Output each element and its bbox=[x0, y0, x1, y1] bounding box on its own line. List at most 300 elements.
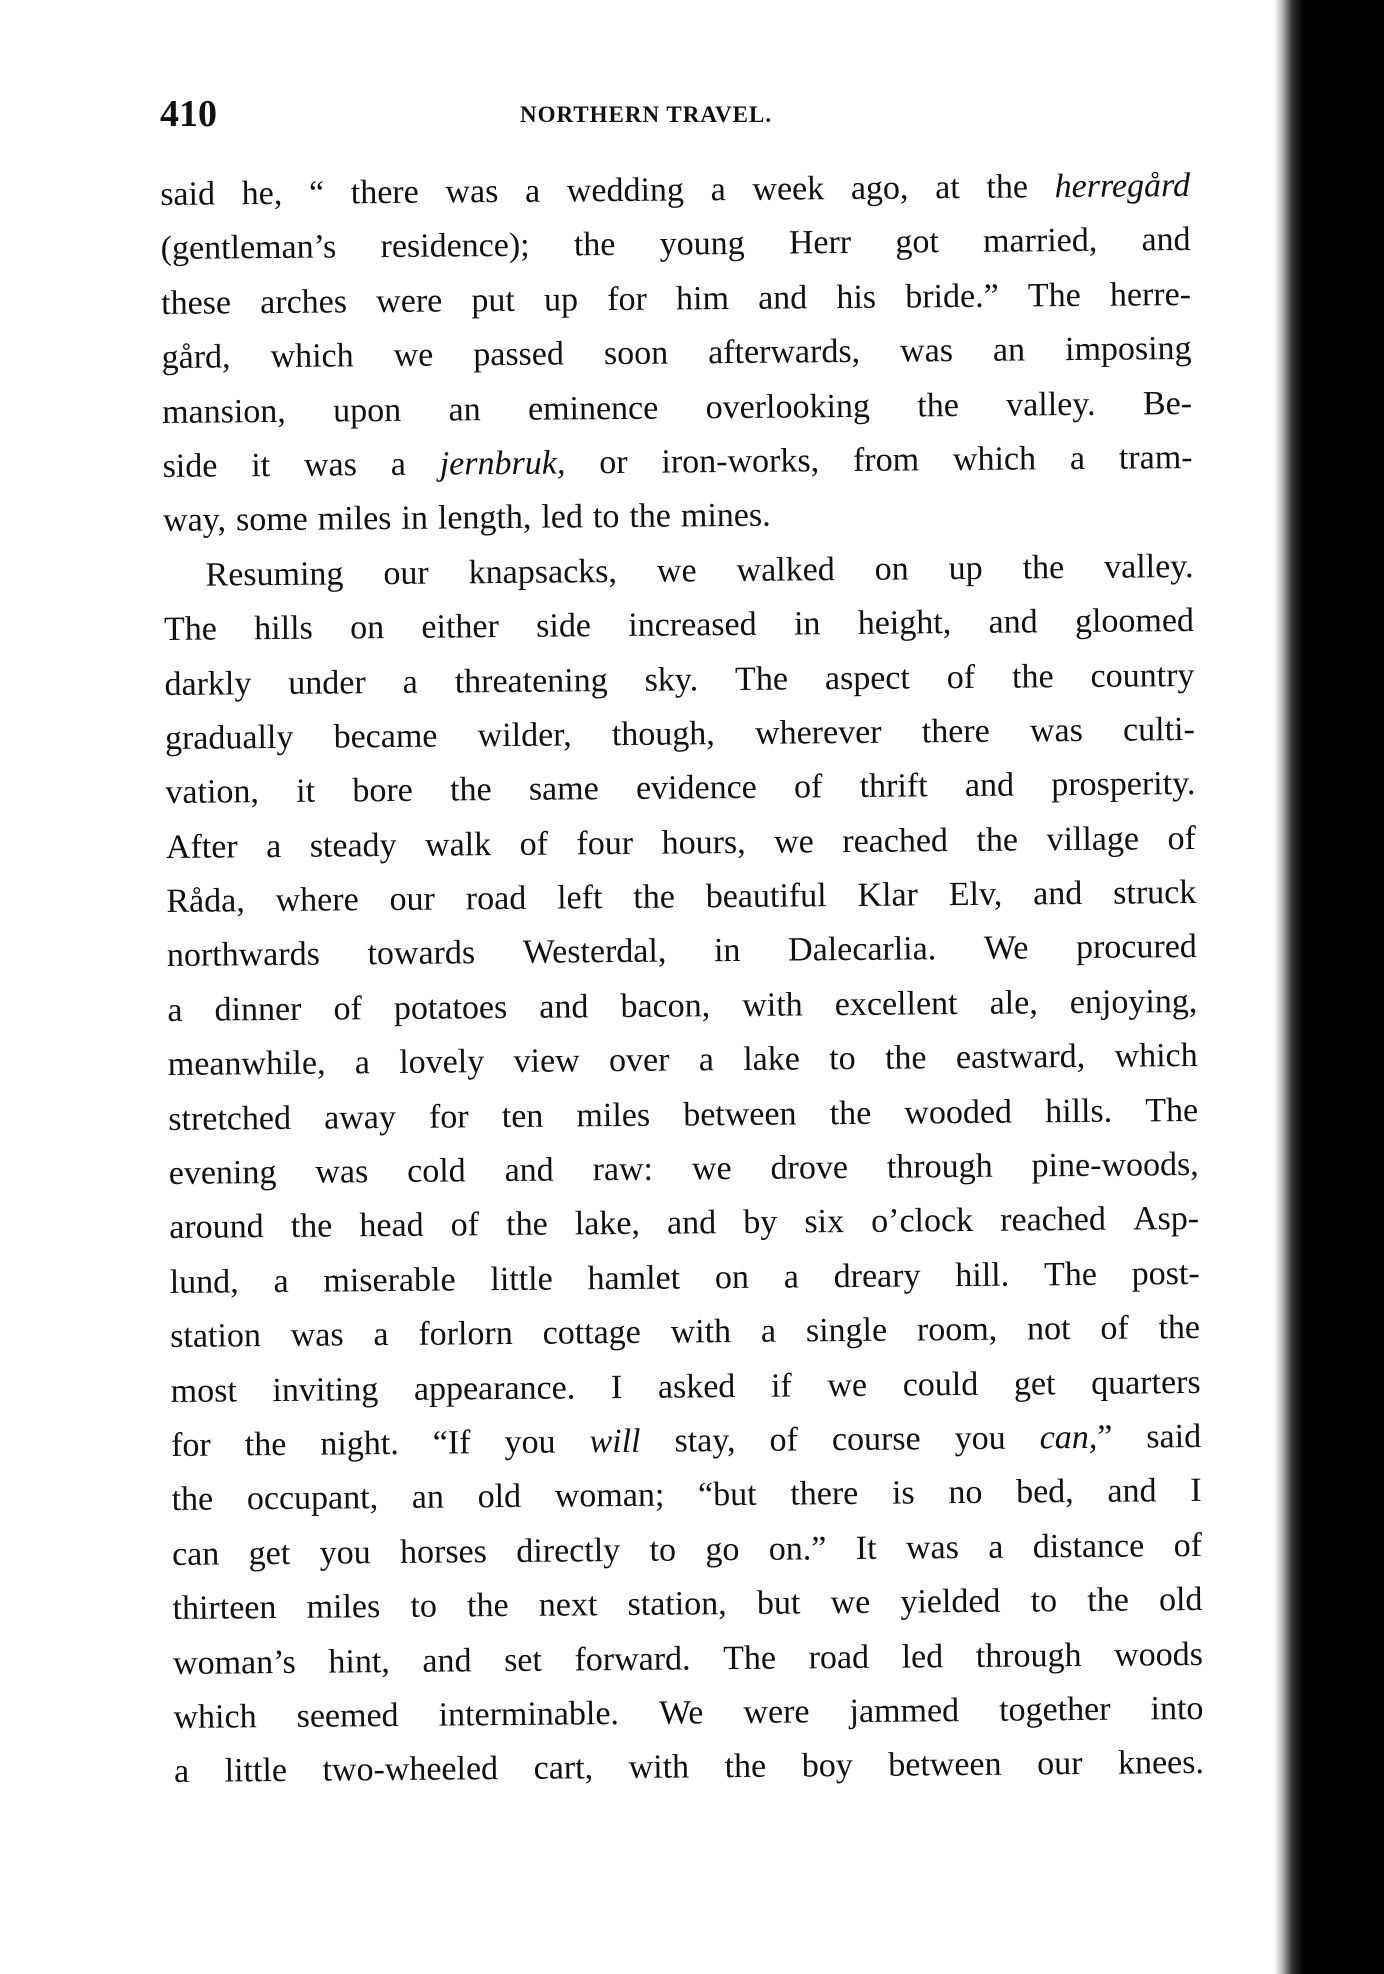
word: view bbox=[513, 1042, 580, 1081]
word: young bbox=[659, 225, 745, 264]
word: Dalecarlia. bbox=[787, 930, 937, 970]
word: you bbox=[319, 1533, 371, 1572]
word: knees. bbox=[1117, 1744, 1205, 1783]
word: side bbox=[536, 607, 592, 645]
text-line bbox=[170, 1301, 1200, 1364]
text-line bbox=[167, 975, 1197, 1038]
text-line bbox=[171, 1410, 1201, 1473]
word: bride.” bbox=[905, 277, 999, 316]
word: mines. bbox=[680, 497, 771, 535]
word: Westerdal, bbox=[522, 933, 667, 972]
word: room, bbox=[916, 1310, 998, 1349]
word: the bbox=[884, 1039, 927, 1077]
word: same bbox=[528, 770, 599, 809]
word: there bbox=[921, 712, 990, 751]
word: we bbox=[830, 1584, 871, 1622]
word: station, bbox=[627, 1585, 727, 1624]
text-line bbox=[166, 866, 1196, 929]
word: a bbox=[402, 663, 418, 701]
word: a bbox=[524, 172, 541, 210]
word: road bbox=[465, 879, 527, 918]
text-line bbox=[160, 213, 1190, 276]
word: evening bbox=[168, 1154, 277, 1192]
word: struck bbox=[1113, 874, 1197, 912]
word: of bbox=[769, 1421, 799, 1459]
word: an bbox=[411, 1478, 445, 1517]
word: Elv, bbox=[948, 875, 1003, 914]
word: with bbox=[742, 986, 803, 1024]
word: soon bbox=[603, 334, 669, 373]
word: six bbox=[804, 1203, 845, 1241]
word: stretched bbox=[168, 1099, 292, 1138]
text-line bbox=[163, 485, 1193, 548]
word: for bbox=[170, 1426, 211, 1464]
word: and bbox=[988, 603, 1038, 641]
word: we bbox=[827, 1366, 868, 1404]
text-line bbox=[160, 159, 1190, 222]
word: our bbox=[389, 880, 436, 919]
word: week bbox=[752, 170, 825, 208]
word: was bbox=[1029, 711, 1084, 750]
word: threatening bbox=[454, 661, 608, 700]
word: enjoying, bbox=[1069, 982, 1198, 1021]
word: road bbox=[808, 1638, 870, 1676]
word: overlooking bbox=[705, 387, 871, 426]
text-line bbox=[172, 1519, 1202, 1582]
word: lake, bbox=[574, 1205, 641, 1243]
word: length, bbox=[437, 499, 532, 537]
word: vation, bbox=[165, 773, 260, 812]
word: became bbox=[333, 717, 438, 756]
word: hint, bbox=[328, 1642, 390, 1681]
word: and bbox=[964, 766, 1015, 805]
word: miserable bbox=[323, 1261, 456, 1300]
word: The bbox=[1027, 276, 1081, 315]
word: of bbox=[793, 768, 823, 806]
word: into bbox=[1150, 1689, 1204, 1728]
text-line bbox=[166, 812, 1196, 875]
text-line bbox=[161, 268, 1191, 331]
word: single bbox=[805, 1311, 888, 1350]
word: “If bbox=[432, 1424, 471, 1462]
text-line bbox=[173, 1628, 1203, 1691]
word: reached bbox=[842, 821, 949, 860]
page-header bbox=[160, 92, 1190, 142]
word: The bbox=[163, 610, 218, 649]
word: thrift bbox=[859, 767, 928, 806]
word: led bbox=[541, 498, 584, 537]
word: and bbox=[422, 1641, 472, 1680]
word: put bbox=[471, 281, 516, 320]
word: bacon, bbox=[620, 987, 711, 1025]
word: for bbox=[428, 1097, 469, 1136]
word: forward. bbox=[574, 1639, 691, 1678]
text-line bbox=[164, 649, 1194, 712]
word: Be- bbox=[1142, 384, 1193, 422]
word: miles bbox=[576, 1096, 651, 1135]
word: gradually bbox=[164, 718, 294, 757]
word: valley. bbox=[1006, 385, 1096, 424]
word: if bbox=[770, 1367, 792, 1405]
word: an bbox=[992, 331, 1026, 369]
word: miles bbox=[306, 1588, 381, 1626]
word: a bbox=[783, 1258, 800, 1296]
word: eastward, bbox=[955, 1038, 1086, 1077]
text-line bbox=[168, 1084, 1198, 1147]
word: of bbox=[1167, 819, 1196, 857]
word: of bbox=[333, 990, 362, 1028]
word: some bbox=[235, 501, 308, 539]
word: hills. bbox=[1044, 1092, 1113, 1130]
word: a bbox=[265, 827, 282, 865]
word: village bbox=[1046, 820, 1140, 858]
word: darkly bbox=[164, 664, 252, 703]
word: of bbox=[946, 658, 976, 696]
word: The bbox=[1145, 1091, 1199, 1130]
word: increased bbox=[628, 605, 757, 645]
word: bed, bbox=[1015, 1473, 1074, 1511]
word: said bbox=[160, 175, 216, 213]
word: beautiful bbox=[705, 877, 827, 916]
word: lovely bbox=[399, 1043, 485, 1082]
word: forlorn bbox=[418, 1315, 513, 1353]
word: the bbox=[573, 226, 616, 264]
word: miles bbox=[317, 500, 392, 538]
word: to bbox=[649, 1531, 677, 1569]
word: a bbox=[988, 1528, 1004, 1566]
word: with bbox=[628, 1748, 690, 1787]
word: upon bbox=[333, 391, 402, 430]
word: left bbox=[556, 879, 603, 917]
word: The bbox=[723, 1639, 777, 1677]
word: you bbox=[954, 1419, 1006, 1458]
word: a bbox=[698, 1041, 715, 1079]
word: the bbox=[1011, 657, 1054, 696]
word: though, bbox=[611, 715, 715, 753]
word: imposing bbox=[1064, 330, 1192, 369]
word: on bbox=[349, 609, 385, 647]
word: post- bbox=[1131, 1254, 1200, 1293]
word: Herr bbox=[788, 224, 852, 262]
word: a bbox=[373, 1316, 389, 1354]
word: got bbox=[895, 223, 939, 261]
word: on.” bbox=[768, 1530, 827, 1568]
word: his bbox=[836, 278, 877, 316]
word: the bbox=[1022, 548, 1065, 587]
word: lund, bbox=[169, 1263, 239, 1301]
word: not bbox=[1026, 1310, 1071, 1348]
word: the bbox=[629, 497, 672, 536]
word: night. bbox=[320, 1424, 399, 1463]
word: lake bbox=[743, 1040, 801, 1079]
word: either bbox=[421, 608, 500, 646]
word: he, bbox=[241, 174, 283, 213]
word: from bbox=[852, 441, 920, 479]
word: knapsacks, bbox=[468, 552, 618, 592]
word: We bbox=[658, 1694, 704, 1732]
word: We bbox=[983, 929, 1029, 968]
word: residence); bbox=[380, 227, 530, 266]
word: directly bbox=[516, 1531, 621, 1570]
word: ten bbox=[501, 1097, 544, 1135]
word: the bbox=[1087, 1581, 1129, 1620]
word: valley. bbox=[1103, 547, 1194, 586]
word: him bbox=[675, 279, 730, 318]
word: in bbox=[401, 500, 429, 538]
word: in bbox=[793, 605, 821, 643]
word: between bbox=[683, 1095, 797, 1134]
word: the bbox=[986, 168, 1029, 206]
word: evidence bbox=[635, 769, 757, 808]
text-line bbox=[171, 1464, 1201, 1527]
word: gård, bbox=[161, 338, 231, 377]
word: led bbox=[901, 1637, 944, 1676]
word: on bbox=[874, 550, 909, 588]
word: it bbox=[296, 772, 316, 811]
text-line bbox=[165, 703, 1195, 766]
word: which bbox=[173, 1698, 257, 1736]
word: there bbox=[790, 1475, 859, 1513]
word: is bbox=[891, 1474, 915, 1513]
word: ale, bbox=[989, 984, 1038, 1022]
text-line bbox=[169, 1138, 1199, 1201]
word: pine-woods, bbox=[1031, 1146, 1199, 1185]
word: dinner bbox=[214, 990, 302, 1029]
word: we bbox=[691, 1150, 732, 1188]
word: a bbox=[760, 1312, 777, 1351]
word: herre- bbox=[1109, 275, 1192, 314]
word: under bbox=[288, 663, 366, 702]
word: on bbox=[714, 1258, 750, 1297]
word: or bbox=[599, 443, 628, 482]
word: old bbox=[477, 1478, 522, 1516]
word: occupant, bbox=[246, 1479, 379, 1518]
word: were bbox=[743, 1693, 810, 1731]
word: tram- bbox=[1118, 438, 1193, 477]
page-edge-shadow bbox=[1274, 0, 1384, 1974]
word: the bbox=[1158, 1309, 1201, 1347]
word: towards bbox=[367, 934, 476, 973]
word: will bbox=[589, 1422, 641, 1461]
word: horses bbox=[399, 1532, 488, 1571]
word: for bbox=[607, 280, 648, 318]
word: culti- bbox=[1122, 710, 1196, 749]
word: the bbox=[724, 1748, 767, 1786]
word: hamlet bbox=[587, 1259, 681, 1298]
page-number: 410 bbox=[160, 93, 217, 135]
word: and bbox=[1141, 221, 1191, 259]
word: a bbox=[390, 445, 407, 483]
text-line bbox=[173, 1682, 1203, 1745]
word: northwards bbox=[166, 936, 321, 975]
word: over bbox=[608, 1041, 670, 1080]
word: was bbox=[445, 173, 499, 211]
word: and bbox=[1107, 1472, 1157, 1511]
word: meanwhile, bbox=[167, 1044, 326, 1084]
word: at bbox=[935, 169, 960, 207]
word: married, bbox=[982, 222, 1098, 261]
word: side bbox=[162, 447, 218, 485]
word: wilder, bbox=[477, 716, 572, 755]
word: a bbox=[354, 1044, 371, 1082]
word: herregård bbox=[1054, 167, 1191, 206]
word: afterwards, bbox=[707, 333, 861, 372]
word: After bbox=[165, 828, 238, 866]
word: steady bbox=[309, 826, 397, 865]
word: it bbox=[251, 447, 271, 485]
word: Asp- bbox=[1132, 1200, 1200, 1238]
word: jammed bbox=[849, 1692, 960, 1730]
word: inviting bbox=[272, 1370, 379, 1409]
word: with bbox=[670, 1313, 732, 1351]
word: iron-works, bbox=[661, 442, 820, 481]
word: “but bbox=[697, 1476, 757, 1514]
word: I bbox=[1190, 1472, 1202, 1510]
word: two-wheeled bbox=[322, 1750, 499, 1789]
word: a bbox=[1069, 439, 1086, 478]
running-head: NORTHERN TRAVEL. bbox=[520, 102, 773, 127]
word: and bbox=[1033, 875, 1083, 913]
word: was bbox=[303, 446, 358, 484]
word: station bbox=[170, 1317, 262, 1356]
word: wooded bbox=[904, 1093, 1013, 1132]
word: together bbox=[998, 1690, 1111, 1729]
word: away bbox=[323, 1098, 397, 1137]
word: quarters bbox=[1090, 1363, 1201, 1402]
word: in bbox=[713, 932, 741, 970]
word: (gentleman’s bbox=[160, 228, 337, 268]
word: jernbruk, bbox=[439, 444, 566, 483]
word: most bbox=[170, 1371, 237, 1410]
word: potatoes bbox=[393, 988, 508, 1027]
word: the bbox=[976, 821, 1019, 859]
word: little bbox=[490, 1260, 553, 1298]
text-line bbox=[169, 1247, 1199, 1310]
word: which bbox=[270, 337, 354, 376]
word: aspect bbox=[824, 658, 911, 697]
word: next bbox=[538, 1586, 598, 1624]
word: to bbox=[829, 1040, 856, 1078]
word: prosperity. bbox=[1051, 765, 1196, 804]
word: and bbox=[539, 988, 589, 1026]
word: a bbox=[273, 1262, 289, 1300]
word: country bbox=[1090, 656, 1195, 695]
word: o’clock bbox=[870, 1202, 974, 1241]
word: the bbox=[633, 878, 676, 916]
word: head bbox=[359, 1207, 424, 1245]
word: yielded bbox=[900, 1582, 1001, 1621]
word: little bbox=[224, 1752, 288, 1790]
word: the bbox=[829, 1094, 872, 1132]
word: old bbox=[1158, 1581, 1203, 1619]
word: and bbox=[757, 279, 808, 317]
text-line bbox=[170, 1356, 1200, 1419]
word: passed bbox=[473, 335, 565, 374]
word: the bbox=[917, 386, 959, 424]
word: procured bbox=[1075, 928, 1197, 967]
word: set bbox=[503, 1641, 543, 1679]
word: The bbox=[1043, 1255, 1098, 1294]
word: where bbox=[275, 881, 359, 920]
text-line bbox=[162, 377, 1192, 440]
word: and bbox=[504, 1151, 554, 1190]
word: stay, bbox=[674, 1422, 736, 1460]
word: I bbox=[610, 1368, 623, 1406]
word: around bbox=[169, 1208, 264, 1247]
word: drove bbox=[770, 1149, 849, 1187]
word: distance bbox=[1032, 1527, 1145, 1566]
word: through bbox=[975, 1636, 1082, 1675]
word: between bbox=[888, 1746, 1002, 1785]
word: and bbox=[666, 1204, 717, 1243]
word: you bbox=[504, 1423, 556, 1462]
word: a bbox=[167, 991, 183, 1029]
word: gloomed bbox=[1074, 602, 1195, 641]
word: sky. bbox=[644, 660, 699, 699]
word: was bbox=[315, 1153, 369, 1191]
word: It bbox=[855, 1529, 877, 1567]
word: by bbox=[743, 1204, 778, 1242]
word: four bbox=[576, 824, 634, 863]
word: there bbox=[350, 173, 419, 212]
word: wedding bbox=[566, 171, 685, 210]
word: thirteen bbox=[172, 1589, 277, 1628]
word: up bbox=[543, 281, 579, 319]
word: the bbox=[466, 1587, 509, 1625]
word: woman’s bbox=[172, 1643, 296, 1682]
word: raw: bbox=[592, 1150, 654, 1189]
text-line bbox=[169, 1192, 1199, 1255]
word: cold bbox=[406, 1152, 466, 1190]
word: dreary bbox=[833, 1257, 921, 1295]
word: of bbox=[519, 825, 549, 863]
word: interminable. bbox=[438, 1694, 620, 1734]
word: no bbox=[948, 1474, 983, 1512]
word: cart, bbox=[533, 1749, 594, 1788]
word: arches bbox=[260, 283, 348, 321]
word: the bbox=[449, 771, 492, 809]
word: to bbox=[592, 498, 620, 536]
text-line bbox=[161, 322, 1191, 385]
text-line bbox=[164, 594, 1194, 657]
word: seemed bbox=[296, 1696, 399, 1735]
word: Klar bbox=[857, 876, 919, 915]
word: our bbox=[383, 554, 429, 592]
word: of bbox=[1100, 1309, 1129, 1348]
word: these bbox=[161, 284, 232, 322]
word: The bbox=[734, 660, 789, 698]
word: which bbox=[1114, 1037, 1198, 1075]
word: can bbox=[171, 1535, 220, 1573]
word: up bbox=[948, 549, 983, 587]
word: walk bbox=[424, 825, 492, 864]
word: the bbox=[171, 1480, 214, 1519]
word: course bbox=[831, 1420, 921, 1459]
body-text bbox=[160, 159, 1204, 1800]
word: walked bbox=[736, 550, 835, 589]
word: our bbox=[1036, 1745, 1083, 1783]
word: but bbox=[756, 1584, 801, 1623]
word: cottage bbox=[542, 1314, 641, 1352]
word: we bbox=[656, 552, 697, 590]
word: excellent bbox=[834, 984, 958, 1024]
word: eminence bbox=[527, 389, 659, 428]
word: “ bbox=[308, 174, 325, 212]
word: a bbox=[710, 171, 726, 209]
word: said bbox=[1146, 1417, 1202, 1456]
word: go bbox=[705, 1530, 740, 1569]
word: get bbox=[1013, 1364, 1056, 1403]
